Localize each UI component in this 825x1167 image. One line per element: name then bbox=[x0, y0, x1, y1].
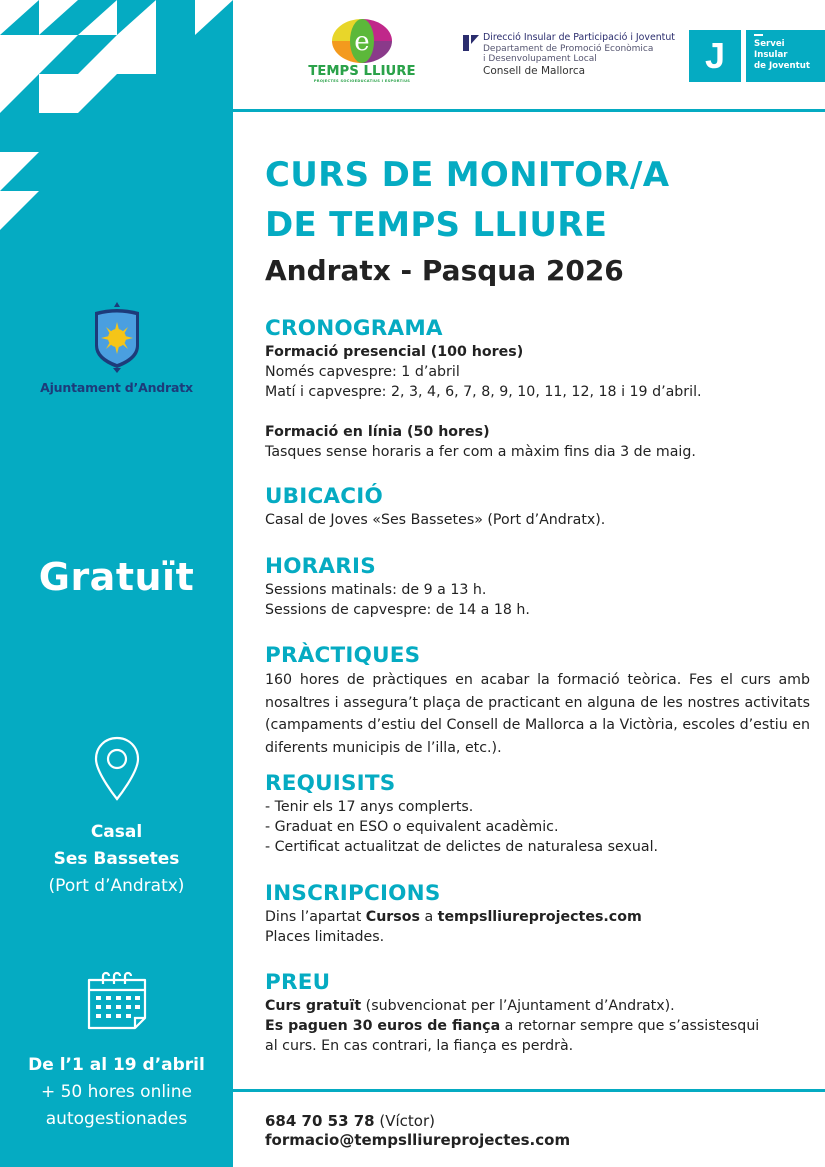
title-line1: CURS DE MONITOR/A bbox=[265, 155, 670, 195]
sidebar bbox=[0, 0, 233, 1167]
contact-phone-line bbox=[265, 1112, 810, 1131]
temps-lliure-subtitle: PROJECTES SOCIOEDUCATIUS I ESPORTIUS bbox=[313, 79, 411, 83]
sij-line1: Servei bbox=[754, 39, 785, 49]
section-title: REQUISITS bbox=[265, 771, 396, 796]
geometric-pattern bbox=[0, 0, 233, 235]
temps-lliure-ball-icon bbox=[331, 18, 393, 64]
horaris-line: Sessions matinals: de 9 a 13 h. bbox=[265, 582, 487, 598]
title-line2: DE TEMPS LLIURE bbox=[265, 205, 608, 245]
ajuntament-logo bbox=[0, 300, 233, 395]
consell-line3: i Desenvolupament Local bbox=[483, 54, 597, 64]
presencial-heading: Formació presencial (100 hores) bbox=[265, 344, 524, 360]
requisit-item: - Tenir els 17 anys complerts. bbox=[265, 799, 474, 815]
section-horaris bbox=[265, 554, 810, 620]
presencial-line1: Només capvespre: 1 d’abril bbox=[265, 364, 460, 380]
dates-line1: De l’1 al 19 d’abril bbox=[28, 1055, 205, 1075]
section-practiques bbox=[265, 643, 810, 760]
ubicacio-text: Casal de Joves «Ses Bassetes» (Port d’Andratx). bbox=[265, 512, 606, 528]
section-preu bbox=[265, 970, 810, 1056]
requisit-item: - Certificat actualitzat de delictes de naturalesa sexual. bbox=[265, 839, 659, 855]
sij-line2: Insular bbox=[754, 50, 788, 60]
price-badge: Gratuït bbox=[38, 555, 195, 599]
contact-phone-name: (Víctor) bbox=[374, 1112, 435, 1130]
location-line2: Ses Bassetes bbox=[53, 849, 180, 869]
dates-block bbox=[0, 970, 233, 1133]
sij-letter: J bbox=[689, 30, 741, 82]
temps-lliure-logo bbox=[300, 18, 424, 96]
consell-line4: Consell de Mallorca bbox=[483, 64, 586, 77]
inscripcions-line2: Places limitades. bbox=[265, 929, 385, 945]
practiques-text: 160 hores de pràctiques en acabar la formació teòrica. Fes el curs amb nosaltres i assegura’t plaça de practicant en alguna de les nostres activitats (campaments d’estiu del Consell de Mallorca a la Victòria, escoles d’estiu en diferents municipis de l’illa, etc.). bbox=[265, 672, 810, 757]
dates-line3: autogestionades bbox=[45, 1109, 188, 1129]
location-block bbox=[0, 735, 233, 900]
contact-block bbox=[265, 1112, 810, 1149]
consell-flag-icon bbox=[463, 35, 479, 51]
section-inscripcions bbox=[265, 881, 810, 947]
preu-line1-rest: (subvencionat per l’Ajuntament d’Andratx). bbox=[361, 998, 675, 1014]
section-requisits bbox=[265, 771, 810, 857]
location-line3: (Port d’Andratx) bbox=[48, 876, 185, 896]
consell-line2: Departament de Promoció Econòmica bbox=[483, 43, 654, 54]
horaris-line: Sessions de capvespre: de 14 a 18 h. bbox=[265, 602, 530, 618]
requisit-item: - Graduat en ESO o equivalent acadèmic. bbox=[265, 819, 559, 835]
sij-textbox bbox=[746, 30, 825, 82]
location-line1: Casal bbox=[90, 822, 143, 842]
preu-line1 bbox=[265, 996, 810, 1016]
footer-divider bbox=[233, 1089, 825, 1092]
preu-line3: al curs. En cas contrari, la fiança es perdrà. bbox=[265, 1038, 574, 1054]
online-line1: Tasques sense horaris a fer com a màxim fins dia 3 de maig. bbox=[265, 444, 696, 460]
title-block bbox=[265, 150, 810, 291]
map-pin-icon bbox=[92, 735, 142, 803]
inscripcions-cursos: Cursos bbox=[365, 909, 420, 925]
header-divider bbox=[233, 109, 825, 112]
online-heading: Formació en línia (50 hores) bbox=[265, 424, 490, 440]
preu-line2 bbox=[265, 1016, 810, 1036]
sij-line3: de Joventut bbox=[754, 61, 810, 71]
section-title: CRONOGRAMA bbox=[265, 316, 443, 341]
servei-insular-joventut-logo bbox=[689, 30, 825, 82]
svg-text:e: e bbox=[354, 27, 370, 57]
section-title: PREU bbox=[265, 970, 331, 995]
preu-line1-bold: Curs gratuït bbox=[265, 998, 362, 1014]
section-title: UBICACIÓ bbox=[265, 484, 383, 509]
section-ubicacio bbox=[265, 484, 810, 530]
section-cronograma bbox=[265, 316, 810, 462]
preu-line2-rest: a retornar sempre que s’assistesqui bbox=[500, 1018, 760, 1034]
section-title: HORARIS bbox=[265, 554, 376, 579]
contact-phone[interactable]: 684 70 53 78 bbox=[265, 1112, 375, 1130]
sij-dash bbox=[754, 34, 763, 36]
website-link[interactable]: tempslliureprojectes.com bbox=[437, 909, 642, 925]
section-title: PRÀCTIQUES bbox=[265, 643, 421, 668]
inscripcions-prefix: Dins l’apartat bbox=[265, 909, 366, 925]
preu-line2-bold: Es paguen 30 euros de fiança bbox=[265, 1018, 501, 1034]
ajuntament-name: Ajuntament d’Andratx bbox=[40, 380, 193, 395]
inscripcions-middle: a bbox=[419, 909, 438, 925]
dates-line2: + 50 hores online bbox=[40, 1082, 193, 1102]
contact-email[interactable]: formacio@tempslliureprojectes.com bbox=[265, 1130, 571, 1149]
crest-icon bbox=[89, 300, 145, 374]
consell-line1: Direcció Insular de Participació i Joventut bbox=[483, 32, 675, 43]
presencial-line2: Matí i capvespre: 2, 3, 4, 6, 7, 8, 9, 10, 11, 12, 18 i 19 d’abril. bbox=[265, 384, 702, 400]
subtitle: Andratx - Pasqua 2026 bbox=[265, 254, 624, 287]
calendar-icon bbox=[83, 970, 151, 1032]
temps-lliure-name: TEMPS LLIURE bbox=[308, 64, 416, 79]
inscripcions-line1 bbox=[265, 907, 810, 927]
section-title: INSCRIPCIONS bbox=[265, 881, 441, 906]
